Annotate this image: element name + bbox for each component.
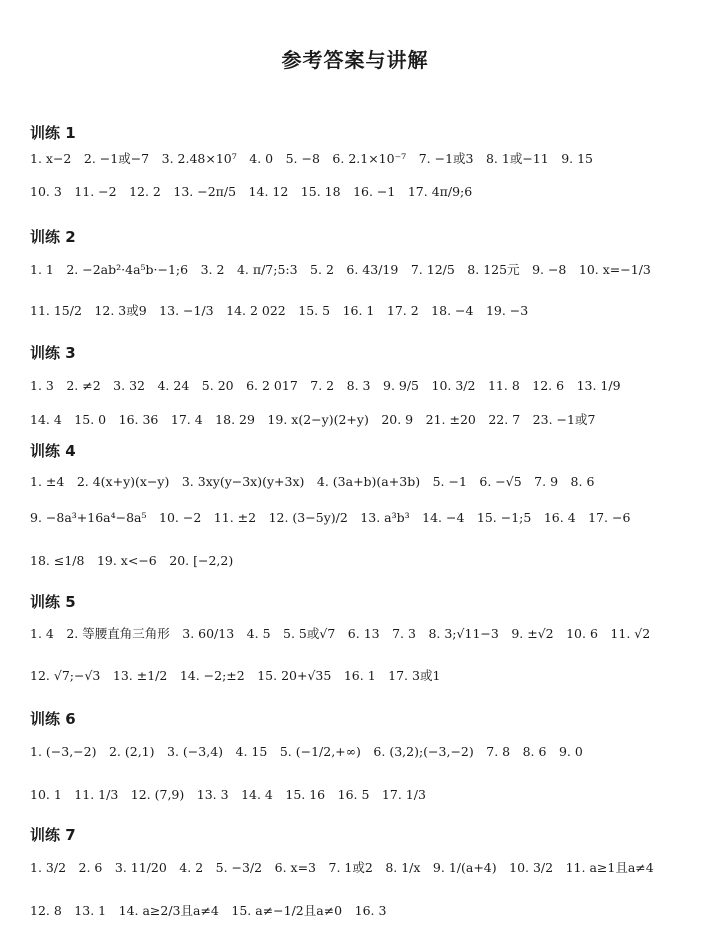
answer-line: 14. 4 15. 0 16. 36 17. 4 18. 29 19. x(2−y)(2+y) 20. 9 21. ±20 22. 7 23. −1或7 [30,412,596,427]
answer-line: 11. 15/2 12. 3或9 13. −1/3 14. 2 022 15. 5 16. 1 17. 2 18. −4 19. −3 [30,303,529,318]
section-heading-7: 训练 7 [30,826,76,844]
answer-line: 9. −8a³+16a⁴−8a⁵ 10. −2 11. ±2 12. (3−5y)/2 13. a³b³ 14. −4 15. −1;5 16. 4 17. −6 [30,510,631,525]
answer-line: 1. 4 2. 等腰直角三角形 3. 60/13 4. 5 5. 5或√7 6. 13 7. 3 8. 3;√11−3 9. ±√2 10. 6 11. √2 [30,626,651,641]
section-heading-6: 训练 6 [30,710,76,728]
answer-line: 10. 3 11. −2 12. 2 13. −2π/5 14. 12 15. 18 16. −1 17. 4π/9;6 [30,184,473,199]
section-heading-1: 训练 1 [30,124,76,142]
answer-line: 18. ≤1/8 19. x<−6 20. [−2,2) [30,553,234,568]
section-heading-2: 训练 2 [30,228,76,246]
section-heading-4: 训练 4 [30,442,76,460]
answer-line: 1. 3/2 2. 6 3. 11/20 4. 2 5. −3/2 6. x=3 7. 1或2 8. 1/x 9. 1/(a+4) 10. 3/2 11. a≥1且a≠4 [30,860,654,875]
answer-line: 10. 1 11. 1/3 12. (7,9) 13. 3 14. 4 15. 16 16. 5 17. 1/3 [30,787,426,802]
answer-line: 12. √7;−√3 13. ±1/2 14. −2;±2 15. 20+√35 16. 1 17. 3或1 [30,668,441,683]
page-title: 参考答案与讲解 [281,48,429,72]
answer-line: 1. (−3,−2) 2. (2,1) 3. (−3,4) 4. 15 5. (−1/2,+∞) 6. (3,2);(−3,−2) 7. 8 8. 6 9. 0 [30,744,583,759]
section-heading-3: 训练 3 [30,344,76,362]
answer-line: 1. ±4 2. 4(x+y)(x−y) 3. 3xy(y−3x)(y+3x) 4. (3a+b)(a+3b) 5. −1 6. −√5 7. 9 8. 6 [30,474,595,489]
answer-line: 12. 8 13. 1 14. a≥2/3且a≠4 15. a≠−1/2且a≠0 16. 3 [30,903,387,918]
answer-line: 1. 1 2. −2ab²·4a⁵b·−1;6 3. 2 4. π/7;5:3 5. 2 6. 43/19 7. 12/5 8. 125元 9. −8 10. x=−1/3 [30,262,651,277]
answer-line: 1. x−2 2. −1或−7 3. 2.48×10⁷ 4. 0 5. −8 6. 2.1×10⁻⁷ 7. −1或3 8. 1或−11 9. 15 [30,151,594,166]
section-heading-5: 训练 5 [30,593,76,611]
answer-line: 1. 3 2. ≠2 3. 32 4. 24 5. 20 6. 2 017 7. 2 8. 3 9. 9/5 10. 3/2 11. 8 12. 6 13. 1/9 [30,378,621,393]
